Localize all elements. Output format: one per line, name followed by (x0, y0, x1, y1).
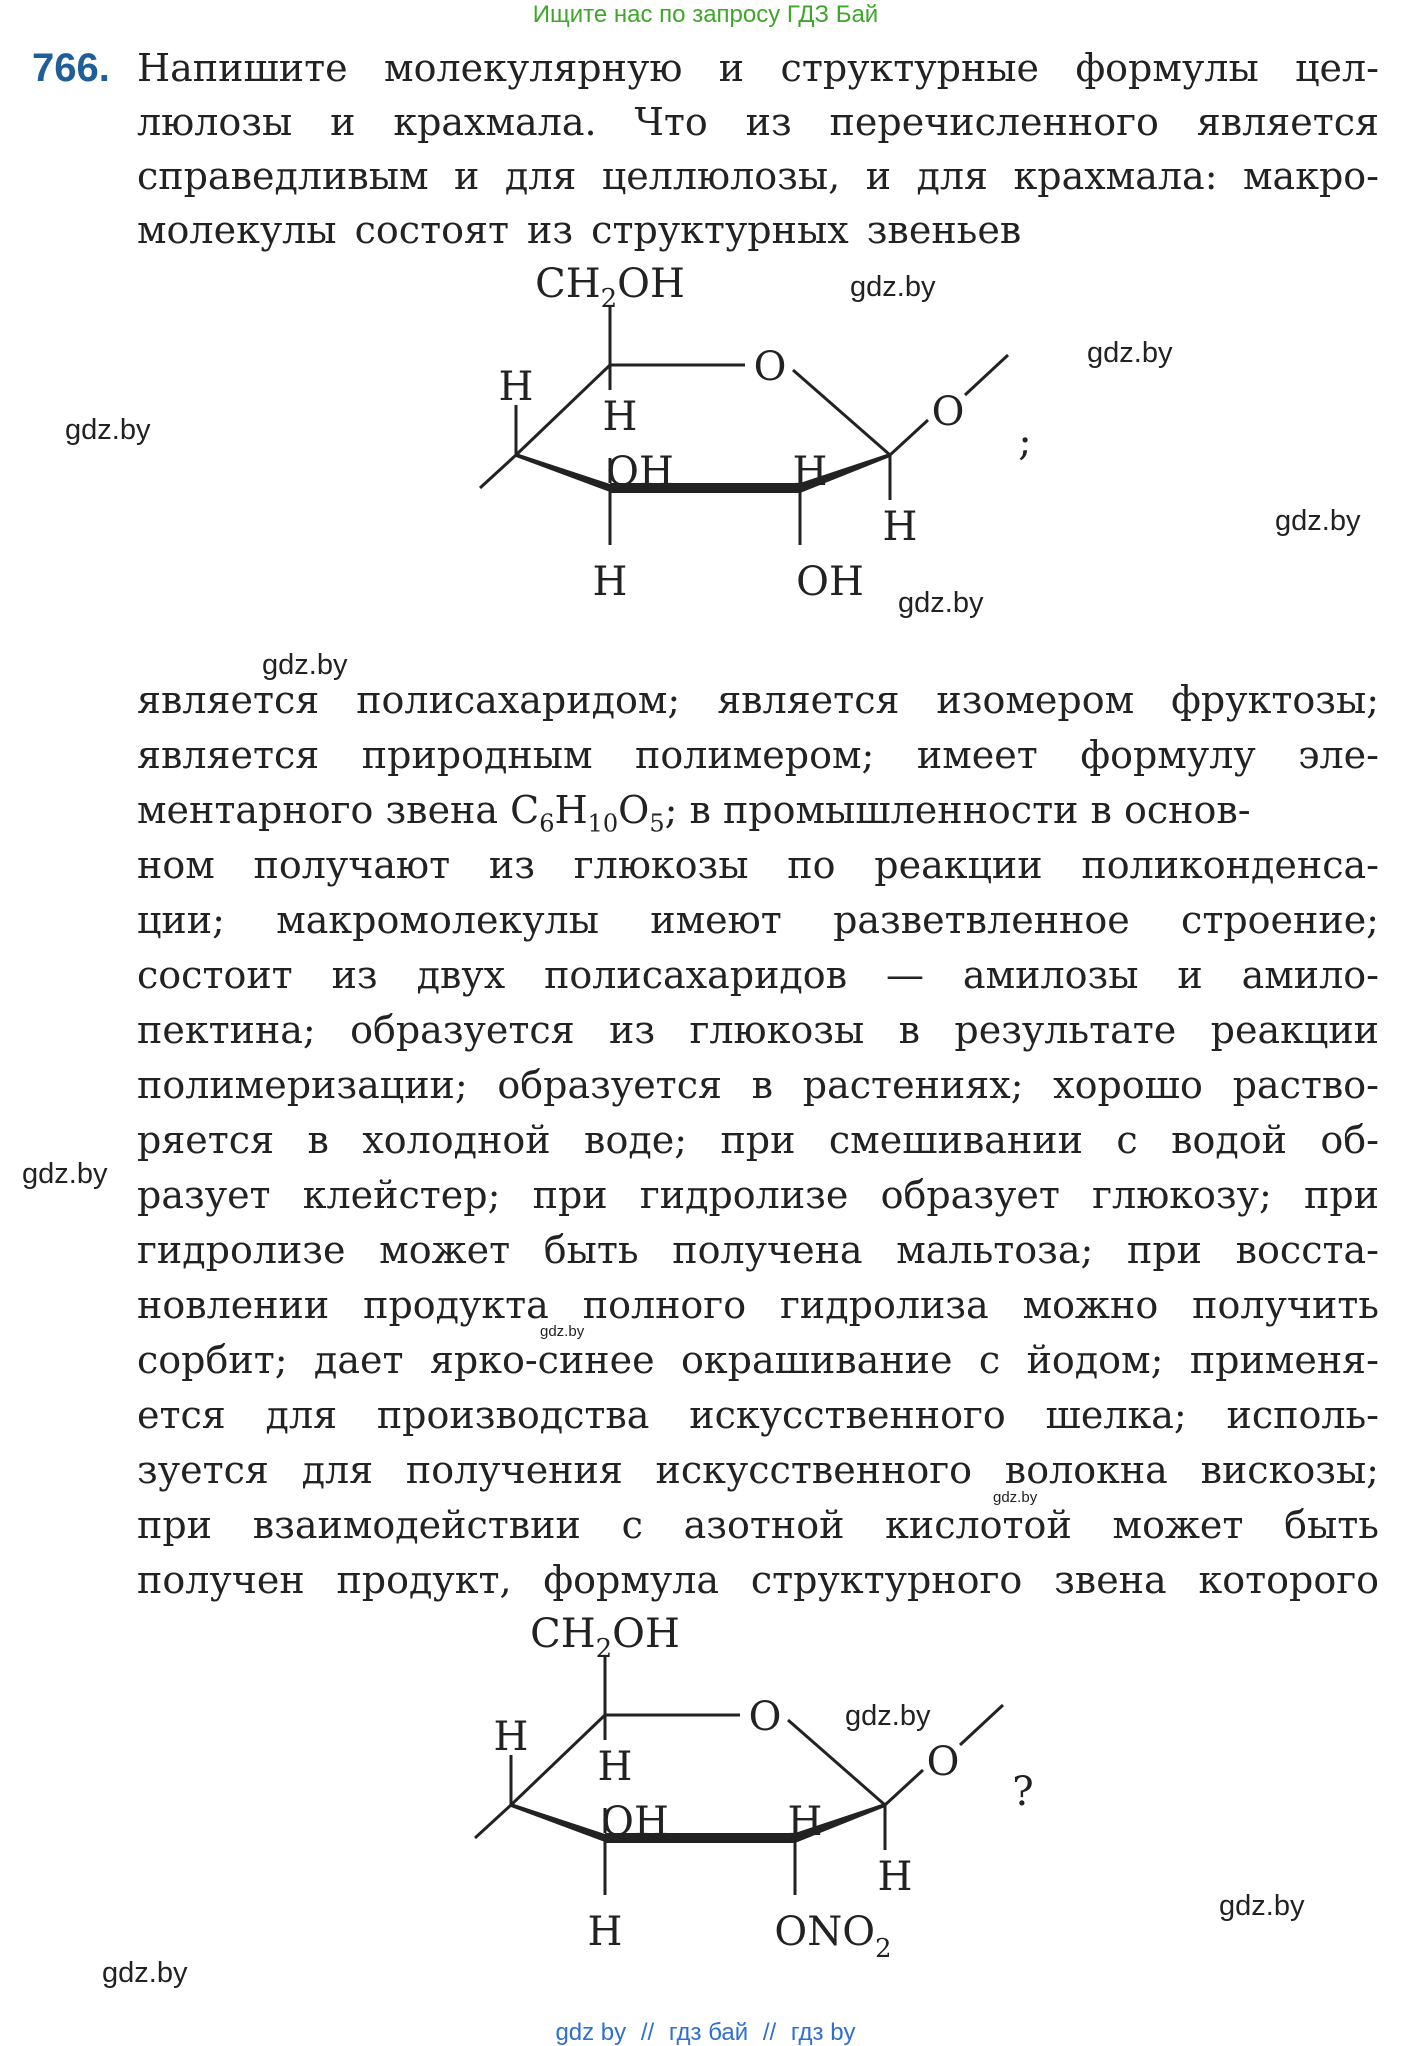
site-banner[interactable]: Ищите нас по запросу ГДЗ Бай (532, 1, 879, 28)
wedge-bond-c4-c3 (511, 1803, 605, 1842)
h-c2-label: H (792, 449, 828, 495)
bond-obridge-chain (960, 1705, 1003, 1745)
oh-c3-label: OH (601, 1799, 669, 1845)
intro-line-1: Напишите молекулярную и структурные формулы цел- (137, 46, 1379, 90)
nitro-product-structural-unit (455, 1605, 1055, 2010)
body-line-15: зуется для получения искусственного волокна вискозы; (137, 1448, 1379, 1492)
watermark-7: gdz.by (22, 1158, 108, 1190)
task-number: 766. (32, 46, 110, 90)
bridge-oxygen-label: O (926, 1739, 960, 1785)
oh-c3-label: OH (606, 449, 674, 495)
watermark-2: gdz.by (1087, 337, 1173, 369)
body-line-16: при взаимодействии с азотной кислотой может быть (137, 1503, 1379, 1547)
body-line-2: является природным полимером; имеет формулу эле- (137, 733, 1379, 777)
footer-separator-1: // (640, 2019, 655, 2046)
watermark-small-2: gdz.by (993, 1489, 1038, 1506)
body-line-5: ции; макромолекулы имеют разветвленное строение; (137, 898, 1379, 942)
watermark-8: gdz.by (845, 1700, 931, 1732)
intro-line-2: люлозы и крахмала. Что из перечисленного является (137, 100, 1379, 144)
footer-link-gdz-by-cyr[interactable]: гдз by (790, 2019, 856, 2046)
semicolon: ; (1018, 419, 1032, 465)
ono2-label: $ONO_2$ (774, 1909, 892, 1964)
body-line-4: ном получают из глюкозы по реакции поликонденса- (137, 843, 1379, 887)
ch2oh-label: $CH_2OH$ (535, 261, 685, 314)
ch2oh-label: $CH_2OH$ (530, 1611, 680, 1664)
ring-bond-o-c1 (793, 370, 890, 455)
watermark-9: gdz.by (1219, 1890, 1305, 1922)
body-line-14: ется для производства искусственного шелка; исполь- (137, 1393, 1379, 1437)
h-c3-down-label: H (587, 1909, 623, 1955)
h-c2-label: H (787, 1799, 823, 1845)
body-line-6: состоит из двух полисахаридов — амилозы и амило- (137, 953, 1379, 997)
h-c1-label: H (877, 1854, 913, 1900)
body-line-11: гидролизе может быть получена мальтоза; при восста- (137, 1228, 1379, 1272)
h-c1-label: H (882, 504, 918, 550)
footer-link-gdz-bai[interactable]: гдз бай (668, 2019, 749, 2046)
ring-oxygen-label: O (753, 344, 787, 390)
ring-oxygen-label: O (748, 1694, 782, 1740)
watermark-10: gdz.by (102, 1957, 188, 1989)
intro-line-3: справедливым и для целлюлозы, и для крахмала: макро- (137, 154, 1379, 198)
oh-c2-label: OH (796, 559, 864, 605)
bond-c4-chain (475, 1805, 511, 1838)
watermark-3: gdz.by (65, 414, 151, 446)
body-line-8: полимеризации; образуется в растениях; хорошо раство- (137, 1063, 1379, 1107)
watermark-small-1: gdz.by (540, 1323, 585, 1340)
footer-links (0, 2020, 1411, 2046)
bond-c1-obridge (885, 1770, 923, 1805)
body-line-13: сорбит; дает ярко-синее окрашивание с йодом; применя- (137, 1338, 1379, 1382)
body-line-12: новлении продукта полного гидролиза можно получить (137, 1283, 1379, 1327)
body-line-1: является полисахаридом; является изомером фруктозы; (137, 678, 1379, 722)
h-c5-label: H (597, 1744, 633, 1790)
body-line-17: получен продукт, формула структурного звена которого (137, 1558, 1379, 1602)
watermark-5: gdz.by (898, 587, 984, 619)
body-line-3-formula: ментарного звена $C_6H_{10}O_5$; в промышленности в основ- (137, 788, 1251, 838)
body-line-7: пектина; образуется из глюкозы в результате реакции (137, 1008, 1379, 1052)
h-c4-label: H (493, 1714, 529, 1760)
bridge-oxygen-label: O (931, 389, 965, 435)
bond-obridge-chain (965, 355, 1008, 395)
footer-separator-2: // (762, 2019, 777, 2046)
intro-line-4: молекулы состоят из структурных звеньев (137, 208, 1022, 252)
question-mark: ? (1012, 1769, 1034, 1815)
bond-c1-obridge (890, 420, 928, 455)
watermark-4: gdz.by (1275, 505, 1361, 537)
body-line-9: ряется в холодной воде; при смешивании с водой об- (137, 1118, 1379, 1162)
bond-c4-chain (480, 455, 516, 488)
body-line-10: разует клейстер; при гидролизе образует глюкозу; при (137, 1173, 1379, 1217)
h-c3-down-label: H (592, 559, 628, 605)
watermark-1: gdz.by (850, 271, 936, 303)
watermark-6: gdz.by (262, 649, 348, 681)
footer-link-gdz-by[interactable]: gdz by (555, 2019, 627, 2046)
h-c4-label: H (498, 364, 534, 410)
wedge-bond-c4-c3 (516, 453, 610, 492)
h-c5-label: H (602, 394, 638, 440)
